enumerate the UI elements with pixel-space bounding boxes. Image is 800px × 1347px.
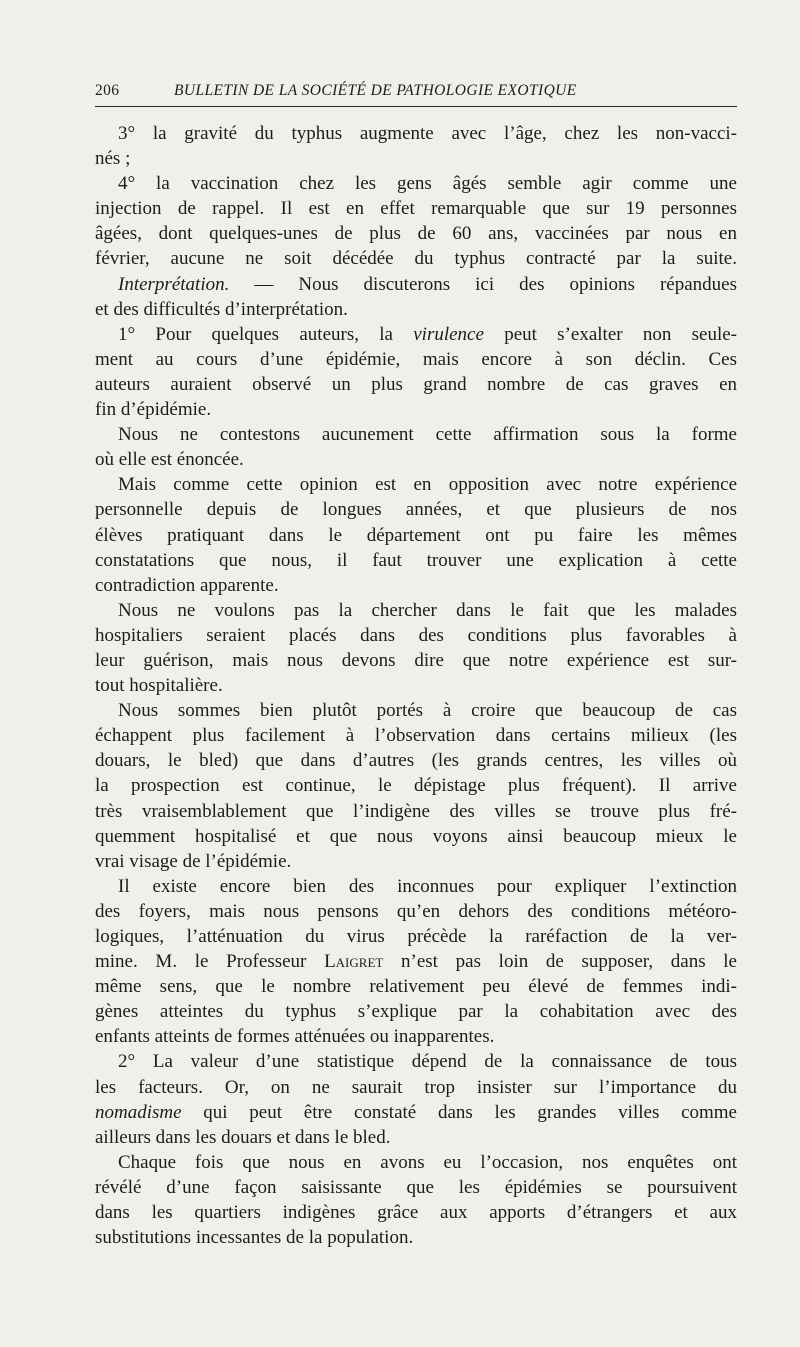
text-line: élèves pratiquant dans le département ont pu faire les mêmes [95, 524, 737, 546]
journal-title: BULLETIN DE LA SOCIÉTÉ DE PATHOLOGIE EXOTIQUE [174, 82, 577, 99]
text-line [95, 949, 737, 974]
text-line: substitutions incessantes de la population. [95, 1227, 414, 1249]
text-run: peut s’exalter non seule- [483, 323, 738, 345]
text-line: constatations que nous, il faut trouver une explication à cette [95, 549, 737, 571]
text-line [95, 1100, 737, 1125]
text-line [95, 322, 737, 347]
text-line: auteurs auraient observé un plus grand nombre de cas graves en [95, 373, 737, 395]
text-line: dans les quartiers indigènes grâce aux apports d’étrangers et aux [95, 1202, 737, 1224]
text-line: Nous sommes bien plutôt portés à croire que beaucoup de cas [118, 700, 737, 722]
text-line: âgées, dont quelques-unes de plus de 60 ans, vaccinées par nous en [95, 223, 737, 245]
text-line: fin d’épidémie. [95, 399, 212, 421]
text-line: Il existe encore bien des inconnues pour expliquer l’extinction [118, 875, 737, 897]
text-run: qui peut être constaté dans les grandes villes comme [181, 1101, 737, 1123]
text-line: où elle est énoncée. [95, 449, 244, 471]
text-line: Chaque fois que nous en avons eu l’occasion, nos enquêtes ont [118, 1151, 737, 1173]
section-heading: Interprétation. [118, 273, 230, 295]
running-head [95, 80, 737, 104]
text-line: les facteurs. Or, on ne saurait trop insister sur l’importance du [95, 1076, 737, 1098]
body-text [95, 121, 737, 1250]
text-line: enfants atteints de formes atténuées ou inapparentes. [95, 1026, 495, 1048]
text-line: gènes atteintes du typhus s’explique par la cohabitation avec des [95, 1001, 737, 1023]
page-number: 206 [95, 82, 120, 99]
text-run: 1° Pour quelques auteurs, la [118, 323, 414, 345]
text-line: 4° la vaccination chez les gens âgés semble agir comme une [118, 173, 737, 195]
text-line: vrai visage de l’épidémie. [95, 850, 292, 872]
text-line: logiques, l’atténuation du virus précède la raréfaction de la ver- [95, 926, 737, 947]
text-line: révélé d’une façon saisissante que les épidémies se poursuivent [95, 1176, 737, 1198]
author-name: Laigret [324, 951, 384, 973]
text-line: ment au cours d’une épidémie, mais encore à son déclin. Ces [95, 348, 737, 370]
text-line: leur guérison, mais nous devons dire que notre expérience est sur- [95, 649, 737, 671]
header-rule [95, 106, 737, 107]
text-line: ailleurs dans les douars et dans le bled. [95, 1126, 391, 1148]
emphasis: virulence [413, 323, 484, 345]
text-line: hospitaliers seraient placés dans des conditions plus favorables à [95, 624, 737, 646]
text-line: 2° La valeur d’une statistique dépend de la connaissance de tous [118, 1051, 737, 1073]
text-line: contradiction apparente. [95, 574, 279, 596]
text-line: et des difficultés d’interprétation. [95, 298, 348, 320]
text-line: Mais comme cette opinion est en opposition avec notre expérience [118, 474, 737, 496]
emphasis: nomadisme [95, 1101, 182, 1123]
text-run: n’est pas loin de supposer, dans le [383, 951, 737, 973]
text-line: février, aucune ne soit décédée du typhus contracté par la suite. [95, 248, 737, 270]
text-line: des foyers, mais nous pensons qu’en dehors des conditions météoro- [95, 900, 737, 922]
text-line: Nous ne contestons aucunement cette affirmation sous la forme [118, 424, 737, 446]
text-line: tout hospitalière. [95, 675, 223, 697]
text-line: nés ; [95, 148, 131, 170]
text-line: quemment hospitalisé et que nous voyons ainsi beaucoup mieux le [95, 825, 737, 847]
text-line: injection de rappel. Il est en effet remarquable que sur 19 personnes [95, 198, 737, 220]
text-line: douars, le bled) que dans d’autres (les grands centres, les villes où [95, 750, 737, 772]
text-line: la prospection est continue, le dépistage plus fréquent). Il arrive [95, 775, 737, 797]
text-run: mine. M. le Professeur [95, 951, 325, 973]
text-line: échappent plus facilement à l’observation dans certains milieux (les [95, 725, 737, 747]
text-line: très vraisemblablement que l’indigène des villes se trouve plus fré- [95, 800, 737, 822]
text-line: même sens, que le nombre relativement peu élevé de femmes indi- [95, 976, 737, 998]
text-line: personnelle depuis de longues années, et que plusieurs de nos [95, 499, 737, 521]
text-line: 3° la gravité du typhus augmente avec l’âge, chez les non-vacci- [118, 123, 737, 144]
text-run: — Nous discuterons ici des opinions répandues [229, 273, 737, 295]
text-line: Nous ne voulons pas la chercher dans le fait que les malades [118, 599, 737, 621]
text-line [95, 272, 737, 297]
